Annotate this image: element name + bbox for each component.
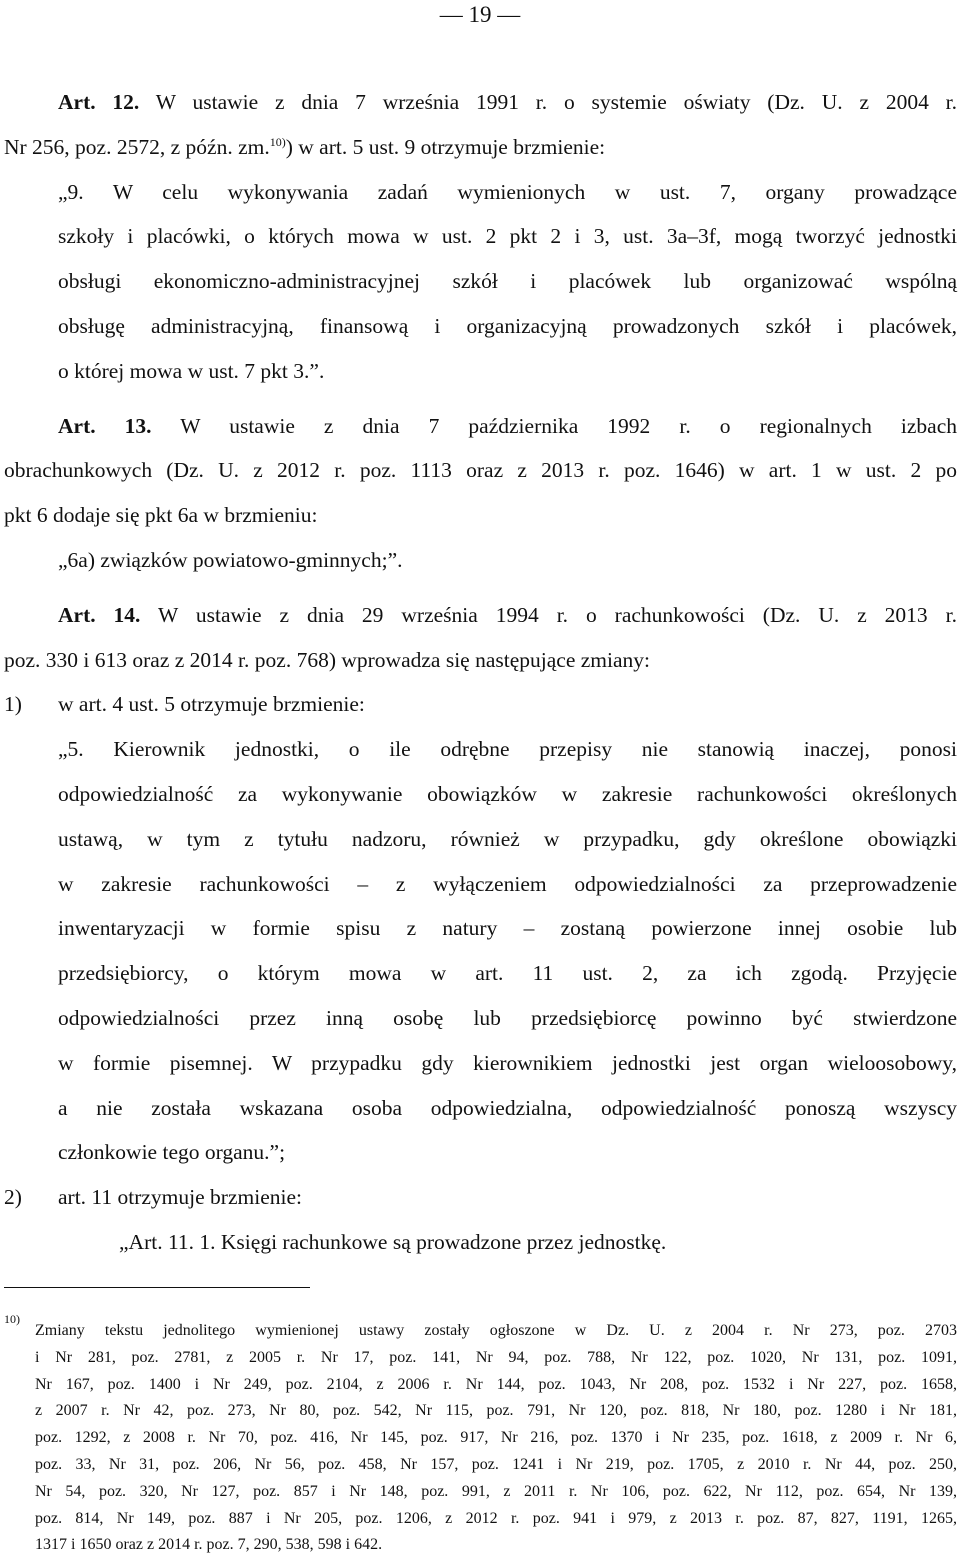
footnote-line: i Nr 281, poz. 2781, z 2005 r. Nr 17, poz. 141, Nr 94, poz. 788, Nr 122, poz. 1020, Nr 131, poz. 1091, [35, 1348, 957, 1366]
art12-quote-line: szkoły i placówki, o których mowa w ust. 2 pkt 2 i 3, ust. 3a–3f, mogą tworzyć jednostki [58, 224, 957, 249]
document-body [4, 80, 957, 1265]
art13-quote: „6a) związków powiatowo-gminnych;”. [58, 547, 403, 572]
footnote-ref-10[interactable]: 10) [269, 134, 286, 149]
art12-text-1: W ustawie z dnia 7 września 1991 r. o systemie oświaty (Dz. U. z 2004 r. [155, 90, 957, 114]
art12-label: Art. 12. [58, 90, 140, 114]
art13-text-1: W ustawie z dnia 7 października 1992 r. o regionalnych izbach [180, 413, 957, 438]
art14-quote-line: w formie pisemnej. W przypadku gdy kierownikiem jednostki jest organ wieloosobowy, [58, 1050, 957, 1075]
art13-line-1 [4, 404, 957, 449]
art14-quote-line: inwentaryzacji w formie spisu z natury – zostaną powierzone innej osobie lub [58, 916, 957, 941]
art14-quote-line: ustawą, w tym z tytułu nadzoru, również w przypadku, gdy określone obowiązki [58, 826, 957, 851]
art12-line-1 [4, 80, 957, 125]
art12-line-2 [4, 125, 957, 170]
item-text: w art. 4 ust. 5 otrzymuje brzmienie: [58, 692, 365, 717]
art12-quote-line: obsługę administracyjną, finansową i organizacyjną prowadzonych szkół i placówek, [58, 313, 957, 338]
footnote-line: poz. 814, Nr 149, poz. 887 i Nr 205, poz. 1206, z 2012 r. poz. 941 i 979, z 2013 r. poz. 87, 827, 1191, 1265, [35, 1509, 957, 1527]
art14-quote-line: w zakresie rachunkowości – z wyłączeniem odpowiedzialności za przeprowadzenie [58, 871, 957, 896]
art12-quote-line: o której mowa w ust. 7 pkt 3.”. [58, 358, 325, 383]
art14-quote-line: odpowiedzialność za wykonywanie obowiązków w zakresie rachunkowości określonych [58, 781, 957, 806]
page-number: — 19 — [439, 2, 521, 27]
art14-item2-quote: „Art. 11. 1. Księgi rachunkowe są prowadzone przez jednostkę. [119, 1229, 667, 1254]
art14-quote-line: odpowiedzialności przez inną osobę lub przedsiębiorcę powinno być stwierdzone [58, 1005, 957, 1030]
art14-quote-line: członkowie tego organu.”; [58, 1140, 286, 1165]
footnote-line: poz. 1292, z 2008 r. Nr 70, poz. 416, Nr 145, poz. 917, Nr 216, poz. 1370 i Nr 235, poz. 1618, z 2009 r. Nr 6, [35, 1429, 957, 1447]
art12-text-3: ) w art. 5 ust. 9 otrzymuje brzmienie: [285, 134, 606, 159]
art14-label: Art. 14. [58, 602, 141, 627]
art14-item-2 [4, 1175, 957, 1220]
footnote-line: poz. 33, Nr 31, poz. 206, Nr 56, poz. 458, Nr 157, poz. 1241 i Nr 219, poz. 1705, z 2010 r. Nr 44, poz. 250, [35, 1455, 957, 1473]
art13-line-2: obrachunkowych (Dz. U. z 2012 r. poz. 1113 oraz z 2013 r. poz. 1646) w art. 1 w ust. 2 po [4, 458, 957, 483]
art12-quote-line: „9. W celu wykonywania zadań wymienionych w ust. 7, organy prowadzące [58, 179, 957, 204]
footnote-line: Nr 54, poz. 320, Nr 127, poz. 857 i Nr 148, poz. 991, z 2011 r. Nr 106, poz. 622, Nr 112, poz. 654, Nr 139, [35, 1482, 957, 1500]
art12-quote-line: obsługi ekonomiczno-administracyjnej szkół i placówek lub organizować wspólną [58, 269, 957, 294]
footnote-line: Zmiany tekstu jednolitego wymienionej ustawy zostały ogłoszone w Dz. U. z 2004 r. Nr 273, poz. 2703 [35, 1322, 957, 1339]
footnote-marker: 10) [4, 1312, 20, 1326]
footnote-separator [4, 1287, 310, 1288]
art13-label: Art. 13. [58, 413, 152, 438]
art14-quote-line: „5. Kierownik jednostki, o ile odrębne przepisy nie stanowią inaczej, ponosi [58, 737, 957, 762]
footnote [4, 1312, 957, 1559]
art14-item-1 [4, 682, 957, 727]
art14-line-1 [4, 593, 957, 638]
art13-line-3: pkt 6 dodaje się pkt 6a w brzmieniu: [4, 503, 318, 528]
art14-quote-line: przedsiębiorcy, o którym mowa w art. 11 ust. 2, za ich zgodą. Przyjęcie [58, 961, 957, 986]
art12-text-2: Nr 256, poz. 2572, z późn. zm. [4, 134, 270, 159]
art14-text-1: W ustawie z dnia 29 września 1994 r. o rachunkowości (Dz. U. z 2013 r. [158, 602, 957, 627]
art14-quote-line: a nie została wskazana osoba odpowiedzialna, odpowiedzialność ponoszą wszyscy [58, 1095, 957, 1120]
item-text: art. 11 otrzymuje brzmienie: [58, 1185, 302, 1210]
footnote-line: Nr 167, poz. 1400 i Nr 249, poz. 2104, z 2006 r. Nr 144, poz. 1043, Nr 208, poz. 1532 i Nr 227, poz. 1658, [35, 1375, 957, 1393]
item-number: 1) [4, 692, 22, 717]
footnote-line: 1317 i 1650 oraz z 2014 r. poz. 7, 290, 538, 598 i 642. [35, 1536, 383, 1554]
art14-line-2: poz. 330 i 613 oraz z 2014 r. poz. 768) wprowadza się następujące zmiany: [4, 647, 650, 672]
footnote-line: z 2007 r. Nr 42, poz. 273, Nr 80, poz. 542, Nr 115, poz. 791, Nr 120, poz. 818, Nr 180, poz. 1280 i Nr 181, [35, 1402, 957, 1420]
item-number: 2) [4, 1185, 22, 1210]
